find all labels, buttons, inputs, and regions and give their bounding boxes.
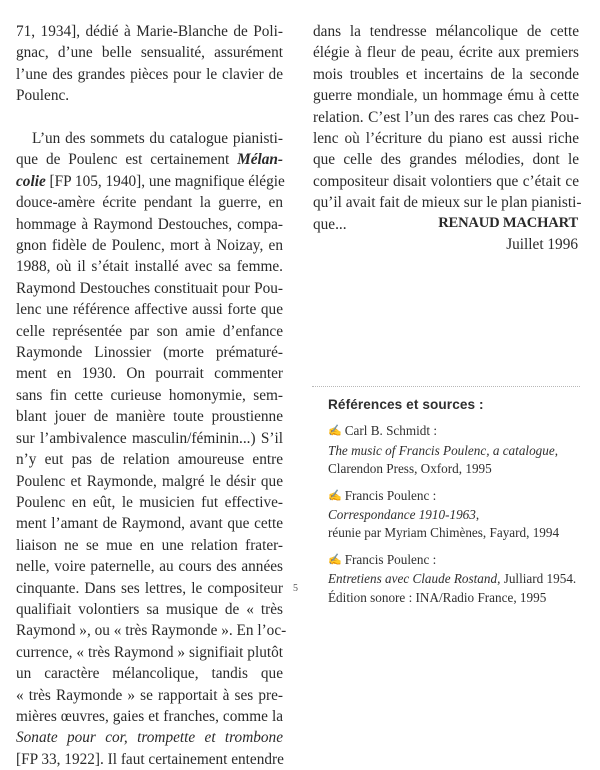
- text-line: ment l’amant de Raymond, avant que cette: [16, 515, 283, 533]
- text-line: gnon fidèle de Poulenc, mort à Noizay, en: [16, 237, 283, 255]
- text-line: 1988, où il s’était installé avec sa femme.: [16, 258, 283, 276]
- reference-title: Entretiens avec Claude Rostand: [328, 571, 498, 587]
- text-line: blant jouer de manière toute proustienne: [16, 408, 283, 426]
- text-line: que celle des grandes mélodies, dont le: [313, 151, 579, 169]
- reference-details: Clarendon Press, Oxford, 1995: [328, 461, 492, 477]
- text-line: [16, 149, 283, 170]
- section-divider: [312, 386, 580, 387]
- text-line: sans fin cette curieuse homonymie, sem-: [16, 386, 283, 404]
- text-line: [FP 33, 1922]. Il faut certainement entendre: [16, 750, 284, 768]
- reference-item: [328, 422, 593, 478]
- text-line: Poulenc.: [16, 87, 70, 105]
- text-line: un caractère mélancolique, tandis que: [16, 665, 283, 683]
- right-column: [313, 21, 582, 235]
- signature-block: [313, 212, 578, 256]
- text-line: qu’il avait fait de mieux sur le plan pianisti-: [313, 194, 582, 212]
- text-line: qualifiait volontiers sa musique de « très: [16, 600, 283, 618]
- reference-author: Carl B. Schmidt :: [344, 423, 438, 439]
- text-line: Poulenc en eût, le musicien fut effective-: [16, 493, 283, 511]
- paragraph-1: [16, 21, 283, 107]
- text-line: que...: [313, 215, 347, 233]
- text-line: l’une des grandes pièces pour le clavier de: [16, 65, 283, 83]
- text-line: Poulenc et Raymonde, malgré le désir que: [16, 472, 283, 490]
- reference-title: Correspondance 1910-1963: [328, 507, 476, 523]
- reference-item: [328, 551, 593, 607]
- text-line: celle représentée par son amie d’enfance: [16, 322, 283, 340]
- text-line: liaison ne se mue en une relation frater-: [16, 536, 283, 554]
- text-line: « très Raymonde » se rapportait à ses pre-: [16, 686, 283, 704]
- text-line: 71, 1934], dédié à Marie-Blanche de Poli-: [16, 23, 283, 40]
- text-line: mières œuvres, gaies et franches, comme la: [16, 707, 283, 725]
- text-line: lenc où l’écriture du piano est aussi riche: [313, 130, 579, 148]
- text-line: dans la tendresse mélancolique de cette: [313, 23, 579, 40]
- text-line: sur l’ambivalence masculin/féminin...) S’il: [16, 429, 283, 447]
- text-line: Raymond Destouches constituait pour Pou-: [16, 279, 283, 297]
- reference-item: [328, 487, 593, 543]
- work-title-melancolie-cont: colie: [16, 172, 46, 190]
- paragraph-2: [16, 128, 287, 770]
- text-line: lenc une référence affective aussi forte que: [16, 301, 283, 319]
- work-title-sonate: Sonate pour cor, trompette et trombone: [16, 729, 283, 747]
- references-title: Références et sources :: [328, 397, 484, 412]
- text-line: gnac, d’une belle sensualité, assurément: [16, 44, 283, 62]
- text-line: Raymonde Linossier (morte prématuré-: [16, 344, 283, 362]
- text-fragment: [FP 105, 1940], une magnifique élégie: [45, 172, 285, 190]
- text-line: élégie à fleur de peau, écrite aux premiers: [313, 44, 579, 62]
- paragraph-gap: [16, 107, 283, 128]
- text-line: cinquante. Dans ses lettres, le compositeur: [16, 579, 283, 597]
- text-line: Raymond », ou « très Raymonde ». En l’oc-: [16, 622, 287, 640]
- text-line: currence, « très Raymond » signifiait plutôt: [16, 643, 283, 661]
- work-title-melancolie: Mélan-: [237, 151, 283, 169]
- text-line: mois troubles et incertains de la seconde: [313, 65, 579, 83]
- text-line: n’y eut pas de relation amoureuse entre: [16, 451, 283, 469]
- left-column: [16, 21, 287, 770]
- reference-title-suffix: ,: [554, 442, 559, 458]
- text-line: [16, 171, 283, 192]
- signature-date: Juillet 1996: [506, 236, 578, 253]
- pen-icon: ✍: [328, 489, 342, 502]
- reference-details: réunie par Myriam Chimènes, Fayard, 1994: [328, 525, 560, 541]
- text-line: compositeur disait volontiers que c’était ce: [313, 172, 579, 190]
- reference-author: Francis Poulenc :: [344, 551, 437, 567]
- references-section: [328, 396, 593, 615]
- text-line: relation. C’est l’un des rares cas chez Pou-: [313, 108, 579, 126]
- page-number: 5: [293, 583, 298, 594]
- reference-title-suffix: ,: [475, 507, 480, 523]
- text-line: guerre mondiale, un hommage ému à cette: [313, 87, 579, 105]
- reference-details: Édition sonore : INA/Radio France, 1995: [328, 589, 547, 605]
- text-line: ment en 1930. On pourrait commenter: [16, 365, 283, 383]
- pen-icon: ✍: [328, 425, 342, 438]
- text-line: L’un des sommets du catalogue pianisti-: [32, 130, 283, 148]
- text-fragment: que de Poulenc est certainement: [16, 151, 238, 169]
- text-line: douce-amère écrite pendant la guerre, en: [16, 194, 283, 212]
- reference-author: Francis Poulenc :: [344, 487, 437, 503]
- reference-title: The music of Francis Poulenc, a catalogue: [328, 442, 555, 458]
- reference-title-suffix: , Julliard 1954.: [497, 571, 577, 587]
- pen-icon: ✍: [328, 553, 342, 566]
- text-line: nelle, voire paternelle, au cours des années: [16, 558, 283, 576]
- author-name: RENAUD MACHART: [438, 215, 578, 231]
- text-line: hommage à Raymond Destouches, compa-: [16, 215, 283, 233]
